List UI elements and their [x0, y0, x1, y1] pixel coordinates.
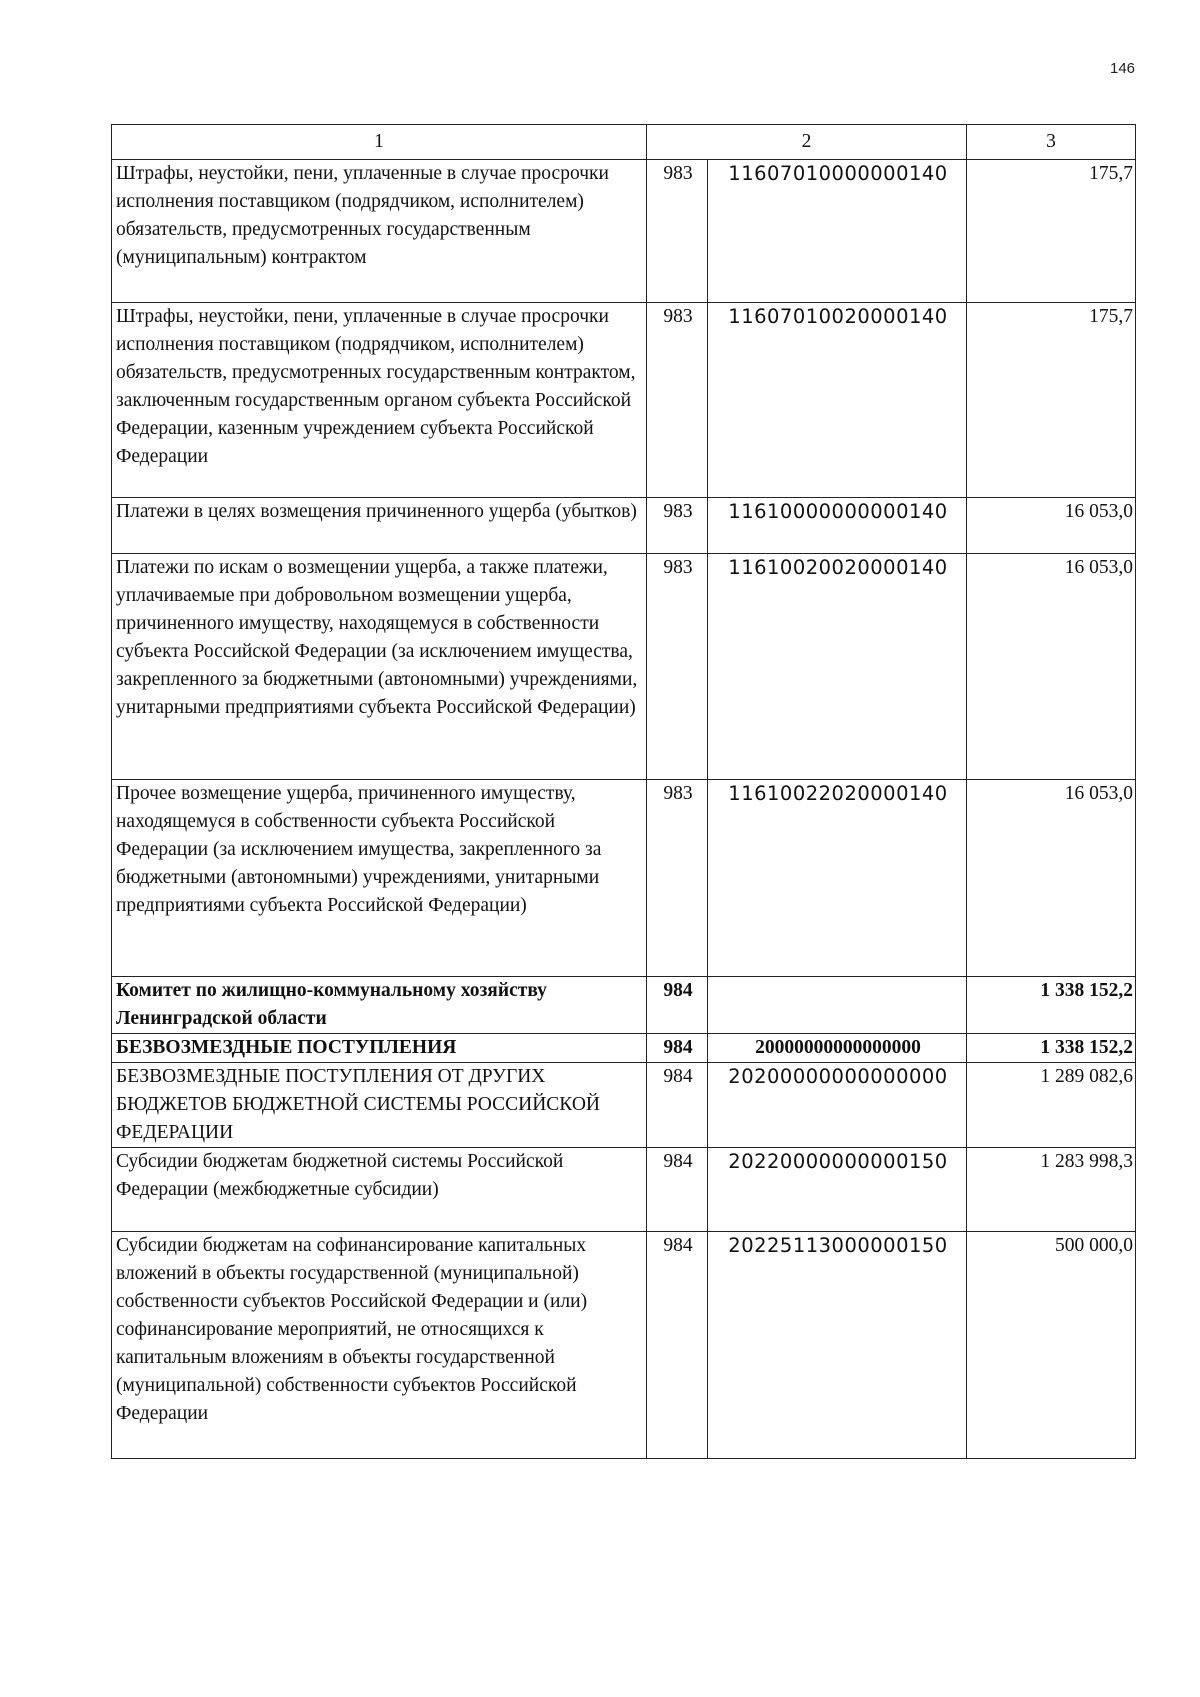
row-amount: 1 338 152,2	[967, 977, 1136, 1034]
row-name: БЕЗВОЗМЕЗДНЫЕ ПОСТУПЛЕНИЯ ОТ ДРУГИХ БЮДЖЕТОВ БЮДЖЕТНОЙ СИСТЕМЫ РОССИЙСКОЙ ФЕДЕРАЦИИ	[112, 1063, 647, 1148]
table-row	[112, 160, 1136, 303]
row-amount: 1 338 152,2	[967, 1034, 1136, 1063]
row-kbk-code: 20200000000000000	[708, 1063, 967, 1148]
row-kbk-code: 20220000000000150	[708, 1148, 967, 1232]
table-row	[112, 554, 1136, 780]
row-admin-code: 984	[647, 1148, 708, 1232]
row-name: Штрафы, неустойки, пени, уплаченные в случае просрочки исполнения поставщиком (подрядчиком, исполнителем) обязательств, предусмотренных государственным контрактом, заключенным государственным органом субъекта Российской Федерации, казенным учреждением субъекта Российской Федерации	[112, 303, 647, 498]
budget-revenue-table	[111, 124, 1136, 1459]
row-kbk-code: 20225113000000150	[708, 1232, 967, 1459]
page-number: 146	[1110, 60, 1136, 77]
row-name: Прочее возмещение ущерба, причиненного имуществу, находящемуся в собственности субъекта Российской Федерации (за исключением имущества, закрепленного за бюджетными (автономными) учреждениями, унитарными предприятиями субъекта Российской Федерации)	[112, 780, 647, 977]
row-kbk-code: 11610020020000140	[708, 554, 967, 780]
header-col-3: 3	[967, 125, 1136, 160]
table-row	[112, 1063, 1136, 1148]
row-admin-code: 983	[647, 160, 708, 303]
row-kbk-code: 11607010020000140	[708, 303, 967, 498]
table-row	[112, 977, 1136, 1034]
header-col-2: 2	[647, 125, 967, 160]
table-row	[112, 498, 1136, 554]
row-kbk-code	[708, 977, 967, 1034]
row-name: Платежи по искам о возмещении ущерба, а также платежи, уплачиваемые при добровольном возмещении ущерба, причиненного имуществу, находящемуся в собственности субъекта Российской Федерации (за исключением имущества, закрепленного за бюджетными (автономными) учреждениями, унитарными предприятиями субъекта Российской Федерации)	[112, 554, 647, 780]
row-kbk-code: 20000000000000000	[708, 1034, 967, 1063]
row-kbk-code: 11610000000000140	[708, 498, 967, 554]
row-amount: 175,7	[967, 303, 1136, 498]
row-name: Штрафы, неустойки, пени, уплаченные в случае просрочки исполнения поставщиком (подрядчиком, исполнителем) обязательств, предусмотренных государственным (муниципальным) контрактом	[112, 160, 647, 303]
table-row	[112, 1232, 1136, 1459]
row-admin-code: 984	[647, 1232, 708, 1459]
row-admin-code: 984	[647, 1034, 708, 1063]
row-amount: 1 289 082,6	[967, 1063, 1136, 1148]
row-admin-code: 984	[647, 977, 708, 1034]
row-name: Платежи в целях возмещения причиненного ущерба (убытков)	[112, 498, 647, 554]
row-amount: 16 053,0	[967, 498, 1136, 554]
row-amount: 1 283 998,3	[967, 1148, 1136, 1232]
row-admin-code: 983	[647, 303, 708, 498]
table-header-row	[112, 125, 1136, 160]
table-row	[112, 303, 1136, 498]
row-amount: 500 000,0	[967, 1232, 1136, 1459]
row-name: Субсидии бюджетам бюджетной системы Российской Федерации (межбюджетные субсидии)	[112, 1148, 647, 1232]
row-amount: 16 053,0	[967, 780, 1136, 977]
row-kbk-code: 11610022020000140	[708, 780, 967, 977]
row-amount: 175,7	[967, 160, 1136, 303]
table-row	[112, 780, 1136, 977]
row-admin-code: 983	[647, 498, 708, 554]
row-admin-code: 983	[647, 554, 708, 780]
header-col-1: 1	[112, 125, 647, 160]
table-row	[112, 1148, 1136, 1232]
table-row	[112, 1034, 1136, 1063]
row-name: Комитет по жилищно-коммунальному хозяйству Ленинградской области	[112, 977, 647, 1034]
row-name: Субсидии бюджетам на софинансирование капитальных вложений в объекты государственной (муниципальной) собственности субъектов Российской Федерации и (или) софинансирование мероприятий, не относящихся к капитальным вложениям в объекты государственной (муниципальной) собственности субъектов Российской Федерации	[112, 1232, 647, 1459]
row-admin-code: 983	[647, 780, 708, 977]
row-admin-code: 984	[647, 1063, 708, 1148]
row-kbk-code: 11607010000000140	[708, 160, 967, 303]
row-name: БЕЗВОЗМЕЗДНЫЕ ПОСТУПЛЕНИЯ	[112, 1034, 647, 1063]
row-amount: 16 053,0	[967, 554, 1136, 780]
